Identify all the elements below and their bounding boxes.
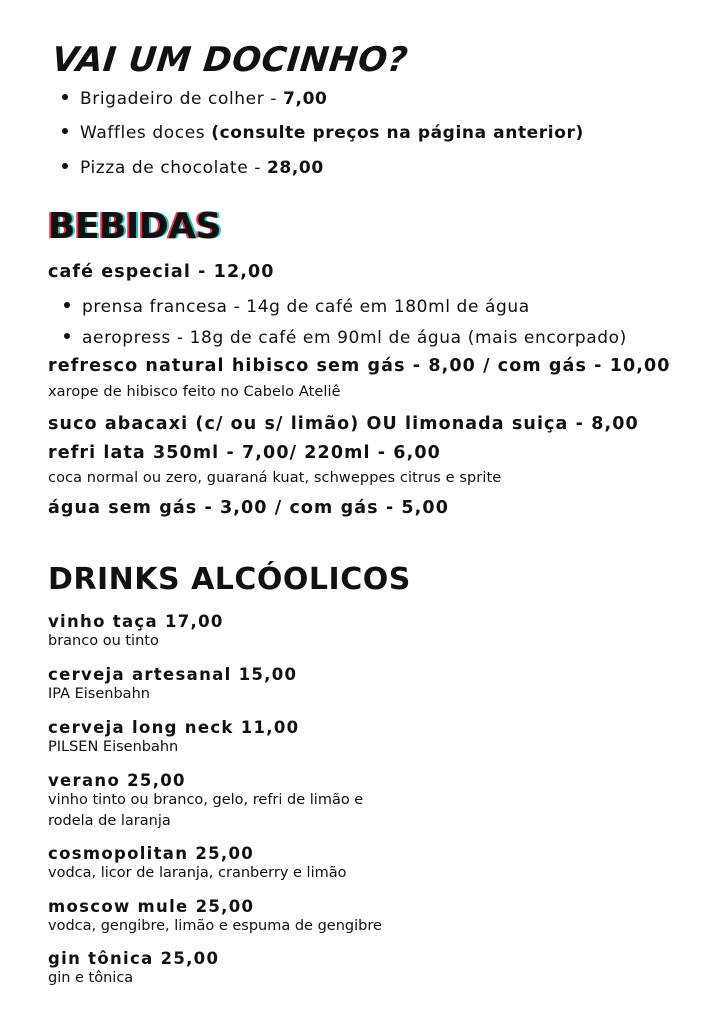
- drink-description: vodca, licor de laranja, cranberry e limão: [48, 865, 347, 881]
- drink-item: [48, 897, 468, 937]
- bullet-icon: [64, 302, 70, 308]
- refri-description: coca normal ou zero, guaraná kuat, schweppes citrus e sprite: [48, 470, 502, 486]
- drink-item: [48, 949, 428, 989]
- list-item: [62, 123, 584, 143]
- suco-heading: suco abacaxi (c/ ou s/ limão) OU limonada suiça - 8,00: [48, 414, 639, 434]
- bullet-icon: [62, 128, 68, 134]
- item-name: Waffles doces: [80, 123, 212, 143]
- item-price: 7,00: [283, 89, 328, 109]
- drink-item: [48, 844, 428, 884]
- option-text: prensa francesa - 14g de café em 180ml de água: [82, 297, 530, 317]
- cafe-heading: café especial - 12,00: [48, 262, 275, 282]
- drink-name: gin tônica 25,00: [48, 949, 220, 968]
- refri-heading: refri lata 350ml - 7,00/ 220ml - 6,00: [48, 443, 441, 463]
- list-item: [64, 297, 530, 317]
- drink-description: vodca, gengibre, limão e espuma de gengibre: [48, 918, 382, 934]
- item-price: (consulte preços na página anterior): [211, 123, 584, 143]
- refresco-heading: refresco natural hibisco sem gás - 8,00 / com gás - 10,00: [48, 356, 671, 376]
- drink-item: [48, 665, 428, 705]
- section-title-docinho: VAI UM DOCINHO?: [49, 40, 410, 80]
- drink-name: cerveja long neck 11,00: [48, 718, 300, 737]
- drink-item: [48, 718, 428, 758]
- bullet-icon: [62, 94, 68, 100]
- drink-description: IPA Eisenbahn: [48, 686, 150, 702]
- drink-name: vinho taça 17,00: [48, 612, 224, 631]
- drink-item: [48, 612, 428, 652]
- item-name: Brigadeiro de colher -: [80, 89, 284, 109]
- drink-name: cosmopolitan 25,00: [48, 844, 255, 863]
- drink-item: [48, 771, 398, 832]
- drink-description: branco ou tinto: [48, 633, 159, 649]
- drink-name: cerveja artesanal 15,00: [48, 665, 298, 684]
- bullet-icon: [62, 163, 68, 169]
- refresco-description: xarope de hibisco feito no Cabelo Ateliê: [48, 384, 341, 400]
- drink-description: PILSEN Eisenbahn: [48, 739, 179, 755]
- section-title-drinks: DRINKS ALCÓOLICOS: [48, 562, 411, 597]
- agua-heading: água sem gás - 3,00 / com gás - 5,00: [48, 498, 449, 518]
- drink-name: verano 25,00: [48, 771, 186, 790]
- item-price: 28,00: [267, 158, 324, 178]
- item-name: Pizza de chocolate -: [80, 158, 267, 178]
- option-text: aeropress - 18g de café em 90ml de água (mais encorpado): [82, 328, 627, 348]
- section-title-bebidas: BEBIDAS: [48, 206, 222, 247]
- drink-description: gin e tônica: [48, 970, 134, 986]
- bullet-icon: [64, 333, 70, 339]
- list-item: [62, 89, 327, 109]
- drink-name: moscow mule 25,00: [48, 897, 255, 916]
- drink-description: vinho tinto ou branco, gelo, refri de limão e rodela de laranja: [48, 792, 364, 829]
- list-item: [64, 328, 627, 348]
- list-item: [62, 158, 324, 178]
